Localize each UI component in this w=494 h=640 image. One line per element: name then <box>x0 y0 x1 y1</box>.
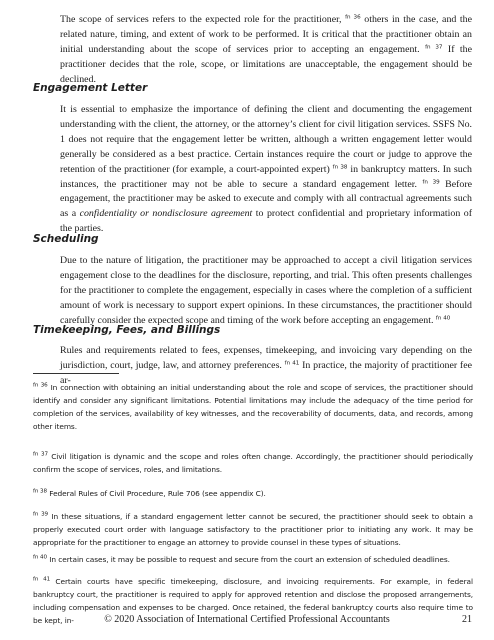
scheduling-paragraph: Due to the nature of litigation, the practitioner may be approached to accept a civil litigation services engagement close to the deadlines for the disclosure, reporting, and trial. This often presents challenges for the practitioner to complete the engagement, especially in cases where the completion of a sufficient amount of work is necessary to support expert opinions. In these circumstances, the practitioner should carefully consider the expected scope and timing of the work before accepting an engagement. $^{fn 40}$ <box>60 255 472 326</box>
copyright-notice: © 2020 Association of International Certified Professional Accountants <box>104 614 390 625</box>
italic-agreement-term: confidentiality or nondisclosure agreement <box>79 208 253 220</box>
footnote-ref-40[interactable]: fn 40 <box>435 315 451 322</box>
footnote-38: $^{fn 38}$ Federal Rules of Civil Procedure, Rule 706 (see appendix C). <box>33 488 266 498</box>
footnote-separator <box>33 373 119 374</box>
section-heading-scheduling: Scheduling <box>33 233 99 245</box>
footnote-ref-39[interactable]: fn 39 <box>422 179 440 186</box>
footnote-36: $^{fn 36}$ In connection with obtaining an initial understanding about the role and scope of services, the practitioner should identify and consider any significant limitations. Potential limitations may include the adequacy of the time period for completion of the services, availability of key witnesses, and the recoverability of documents, data, and records, among other items. <box>33 382 473 431</box>
footnote-marker: fn 40 <box>33 554 48 561</box>
footnote-40: $^{fn 40}$ In certain cases, it may be possible to request and secure from the court an extension of scheduled deadlines. <box>33 554 450 564</box>
footnote-ref-38[interactable]: fn 38 <box>332 164 348 171</box>
footnote-37: $^{fn 37}$ Civil litigation is dynamic and the scope and roles often change. Accordingly, the practitioner should periodically confirm the scope of services, roles, and limitations. <box>33 451 473 474</box>
section-heading-timekeeping: Timekeeping, Fees, and Billings <box>33 324 221 336</box>
footnote-ref-41[interactable]: fn 41 <box>284 360 300 367</box>
footnote-marker: fn 39 <box>33 511 49 518</box>
scope-paragraph: The scope of services refers to the expected role for the practitioner, $^{fn 36}$ others in the case, and the related nature, timing, and extent of work to be performed. It is critical that the practitioner obtain an initial understanding about the scope of services prior to accepting an engagement. $^{fn 37}$ If the practitioner decides that the role, scope, or limitations are unacceptable, the engagement should be declined. <box>60 14 472 85</box>
footnote-marker: fn 37 <box>33 451 48 458</box>
footnote-marker: fn 41 <box>33 576 51 583</box>
section-heading-engagement-letter: Engagement Letter <box>33 82 148 94</box>
page-footer <box>0 614 494 628</box>
footnote-ref-37[interactable]: fn 37 <box>425 44 443 51</box>
engagement-letter-paragraph: It is essential to emphasize the importance of defining the client and documenting the engagement understanding with the client, the attorney, or the attorney’s client for civil litigation services. SSFS No. 1 does not require that the engagement letter be written, although a written engagement letter would generally be considered as a best practice. Certain instances require the court or judge to approve the retention of the practitioner (for example, a court-appointed expert) $^{fn 38}$ in bankruptcy matters. In such instances, the practitioner may not be able to secure a standard engagement letter. $^{fn 39}$ Before engagement, the practitioner may be asked to execute and comply with all contractual agreements such as a confidentiality or nondisclosure agreement to protect confidential and proprietary information of the parties. <box>60 104 473 235</box>
footnote-ref-36[interactable]: fn 36 <box>345 14 361 21</box>
footnote-marker: fn 36 <box>33 382 48 389</box>
footnote-41: $^{fn 41}$ Certain courts have specific timekeeping, disclosure, and invoicing requirements. For example, in federal bankruptcy court, the practitioner is required to apply for approved retention and disclose the proposed arrangements, including compensation and expenses to be charged. Once retained, the federal bankruptcy courts also require time to be kept, in- <box>33 576 473 625</box>
timekeeping-paragraph: Rules and requirements related to fees, expenses, timekeeping, and invoicing vary depending on the jurisdiction, court, judge, law, and attorney preferences. $^{fn 41}$ In practice, the majority of practitioner fee ar- <box>60 345 472 386</box>
footnote-39: $^{fn 39}$ In these situations, if a standard engagement letter cannot be secured, the practitioner should seek to obtain a properly executed court order with language satisfactory to the practitioner prior to initiating any work. It may be appropriate for the practitioner to engage an attorney to provide counsel in these types of situations. <box>33 511 473 547</box>
page-number: 21 <box>462 614 472 625</box>
footnote-marker: fn 38 <box>33 488 48 495</box>
